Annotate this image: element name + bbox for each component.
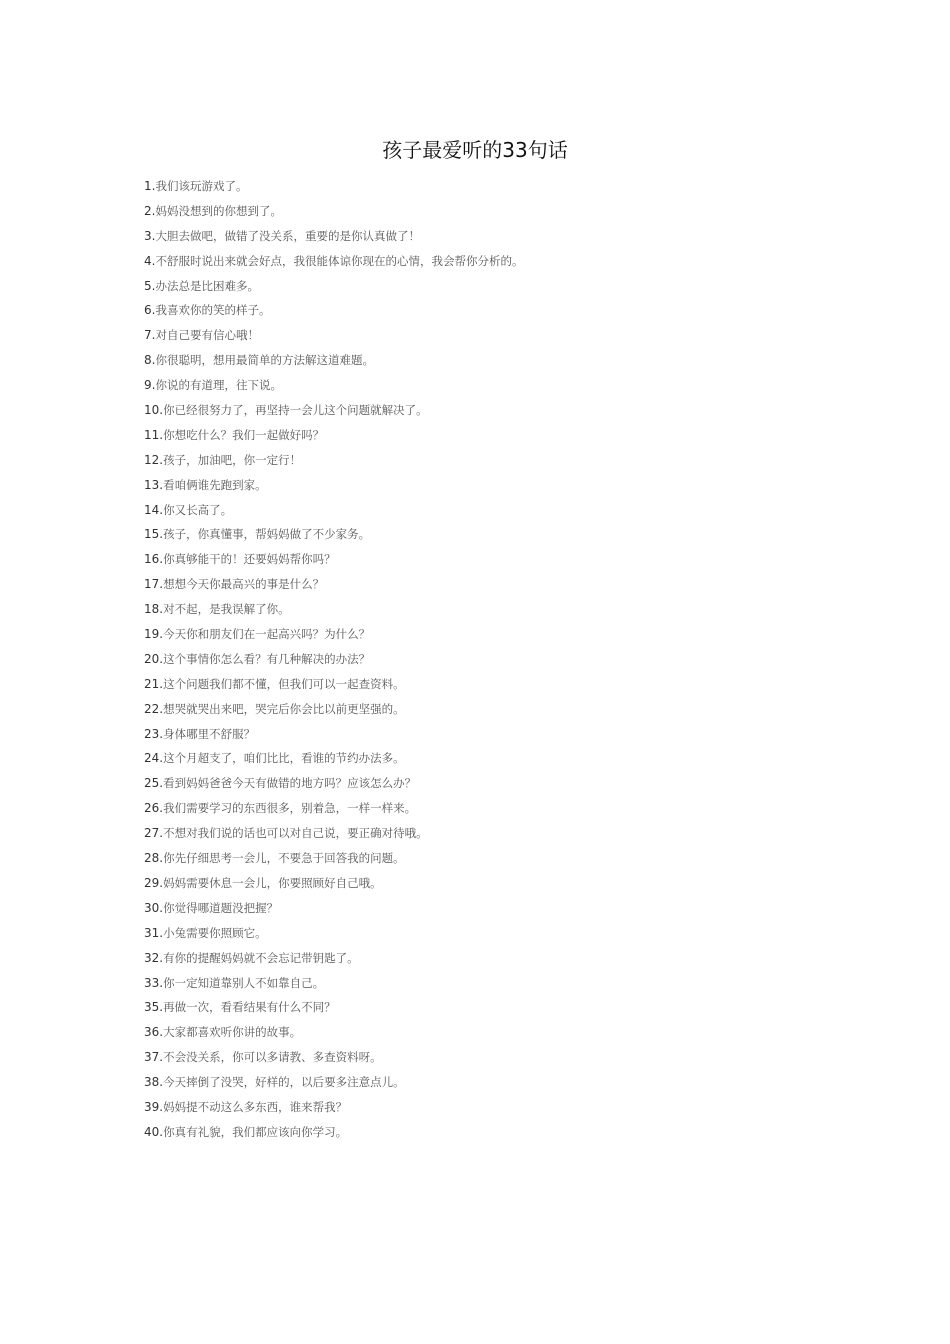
list-item xyxy=(144,524,824,549)
list-item xyxy=(144,649,824,674)
item-text: 你想吃什么？我们一起做好吗？ xyxy=(163,427,325,442)
list-item xyxy=(144,425,824,450)
item-text: 这个事情你怎么看？有几种解决的办法？ xyxy=(163,651,371,666)
item-number: 14. xyxy=(144,502,164,517)
item-number: 28. xyxy=(144,851,164,866)
item-text: 对不起，是我误解了你。 xyxy=(163,602,290,617)
item-number: 10. xyxy=(144,403,164,418)
item-number: 39. xyxy=(144,1099,164,1114)
item-text: 再做一次，看看结果有什么不同？ xyxy=(163,1000,336,1015)
item-text: 孩子，加油吧，你一定行！ xyxy=(163,452,302,467)
item-number: 15. xyxy=(144,527,164,542)
item-text: 不会没关系，你可以多请教、多查资料呀。 xyxy=(163,1050,382,1065)
item-number: 38. xyxy=(144,1075,164,1090)
list-item xyxy=(144,674,824,699)
list-item xyxy=(144,549,824,574)
item-text: 妈妈没想到的你想到了。 xyxy=(155,203,282,218)
item-number: 21. xyxy=(144,676,164,691)
item-number: 8. xyxy=(144,353,156,368)
item-text: 妈妈提不动这么多东西，谁来帮我？ xyxy=(163,1099,348,1114)
item-text: 这个月超支了，咱们比比，看谁的节约办法多。 xyxy=(163,751,405,766)
item-number: 24. xyxy=(144,751,164,766)
item-text: 不想对我们说的话也可以对自己说，要正确对待哦。 xyxy=(163,826,428,841)
list-item xyxy=(144,699,824,724)
item-text: 身体哪里不舒服？ xyxy=(163,726,256,741)
list-item xyxy=(144,748,824,773)
item-text: 你先仔细思考一会儿，不要急于回答我的问题。 xyxy=(163,851,405,866)
item-text: 今天摔倒了没哭，好样的，以后要多注意点儿。 xyxy=(163,1075,405,1090)
list-item xyxy=(144,201,824,226)
item-number: 31. xyxy=(144,925,164,940)
list-item xyxy=(144,798,824,823)
item-number: 29. xyxy=(144,875,164,890)
list-item xyxy=(144,475,824,500)
list-item xyxy=(144,624,824,649)
item-text: 孩子，你真懂事，帮妈妈做了不少家务。 xyxy=(163,527,371,542)
item-text: 看到妈妈爸爸今天有做错的地方吗？应该怎么办？ xyxy=(163,776,417,791)
item-text: 办法总是比困难多。 xyxy=(155,278,259,293)
page-title: 孩子最爱听的33句话 xyxy=(382,138,568,162)
item-number: 26. xyxy=(144,801,164,816)
item-number: 17. xyxy=(144,577,164,592)
list-item xyxy=(144,773,824,798)
item-number: 33. xyxy=(144,975,164,990)
list-item xyxy=(144,1097,824,1122)
item-text: 看咱俩谁先跑到家。 xyxy=(163,477,267,492)
item-text: 你已经很努力了，再坚持一会儿这个问题就解决了。 xyxy=(163,403,428,418)
list-item xyxy=(144,873,824,898)
item-number: 18. xyxy=(144,602,164,617)
list-item xyxy=(144,848,824,873)
list-item xyxy=(144,923,824,948)
list-item xyxy=(144,997,824,1022)
list-item xyxy=(144,1072,824,1097)
item-number: 35. xyxy=(144,1000,164,1015)
list-item xyxy=(144,599,824,624)
list-item xyxy=(144,898,824,923)
list-item xyxy=(144,823,824,848)
item-text: 想想今天你最高兴的事是什么？ xyxy=(163,577,325,592)
item-text: 你说的有道理，往下说。 xyxy=(155,378,282,393)
list-item xyxy=(144,948,824,973)
item-number: 13. xyxy=(144,477,164,492)
item-number: 40. xyxy=(144,1124,164,1139)
item-number: 23. xyxy=(144,726,164,741)
item-text: 不舒服时说出来就会好点，我很能体谅你现在的心情，我会帮你分析的。 xyxy=(155,253,524,268)
item-text: 大胆去做吧，做错了没关系，重要的是你认真做了！ xyxy=(155,228,420,243)
list-item xyxy=(144,450,824,475)
list-item xyxy=(144,1047,824,1072)
list-item xyxy=(144,325,824,350)
item-text: 你一定知道靠别人不如靠自己。 xyxy=(163,975,325,990)
item-number: 19. xyxy=(144,627,164,642)
list-item xyxy=(144,276,824,301)
item-number: 20. xyxy=(144,651,164,666)
list-item xyxy=(144,375,824,400)
item-number: 12. xyxy=(144,452,164,467)
item-text: 妈妈需要休息一会儿，你要照顾好自己哦。 xyxy=(163,875,382,890)
list-item xyxy=(144,350,824,375)
item-text: 有你的提醒妈妈就不会忘记带钥匙了。 xyxy=(163,950,359,965)
item-number: 36. xyxy=(144,1025,164,1040)
list-item xyxy=(144,1122,824,1147)
item-text: 对自己要有信心哦！ xyxy=(155,328,259,343)
item-text: 小兔需要你照顾它。 xyxy=(163,925,267,940)
list-item xyxy=(144,300,824,325)
item-number: 27. xyxy=(144,826,164,841)
item-number: 9. xyxy=(144,378,156,393)
item-text: 你真有礼貌，我们都应该向你学习。 xyxy=(163,1124,348,1139)
item-number: 32. xyxy=(144,950,164,965)
item-number: 5. xyxy=(144,278,156,293)
list-item xyxy=(144,251,824,276)
list-item xyxy=(144,400,824,425)
item-number: 3. xyxy=(144,228,156,243)
sentence-list xyxy=(144,176,824,1147)
list-item xyxy=(144,500,824,525)
item-text: 我喜欢你的笑的样子。 xyxy=(155,303,271,318)
item-text: 想哭就哭出来吧，哭完后你会比以前更坚强的。 xyxy=(163,701,405,716)
item-number: 16. xyxy=(144,552,164,567)
item-number: 11. xyxy=(144,427,164,442)
item-number: 1. xyxy=(144,179,156,193)
item-text: 我们需要学习的东西很多，别着急，一样一样来。 xyxy=(163,801,417,816)
item-number: 4. xyxy=(144,253,156,268)
item-text: 这个问题我们都不懂，但我们可以一起查资料。 xyxy=(163,676,405,691)
item-number: 22. xyxy=(144,701,164,716)
list-item xyxy=(144,574,824,599)
list-item xyxy=(144,724,824,749)
item-text: 今天你和朋友们在一起高兴吗？为什么？ xyxy=(163,627,371,642)
item-number: 6. xyxy=(144,303,156,318)
item-number: 7. xyxy=(144,328,156,343)
list-item xyxy=(144,1022,824,1047)
item-number: 2. xyxy=(144,203,156,218)
item-text: 你又长高了。 xyxy=(163,502,233,517)
list-item xyxy=(144,226,824,251)
item-text: 你很聪明，想用最简单的方法解这道难题。 xyxy=(155,353,374,368)
item-text: 你真够能干的！还要妈妈帮你吗？ xyxy=(163,552,336,567)
item-text: 我们该玩游戏了。 xyxy=(155,179,248,193)
item-number: 25. xyxy=(144,776,164,791)
list-item xyxy=(144,973,824,998)
item-number: 30. xyxy=(144,900,164,915)
item-number: 37. xyxy=(144,1050,164,1065)
item-text: 大家都喜欢听你讲的故事。 xyxy=(163,1025,302,1040)
list-item xyxy=(144,176,824,201)
item-text: 你觉得哪道题没把握？ xyxy=(163,900,279,915)
